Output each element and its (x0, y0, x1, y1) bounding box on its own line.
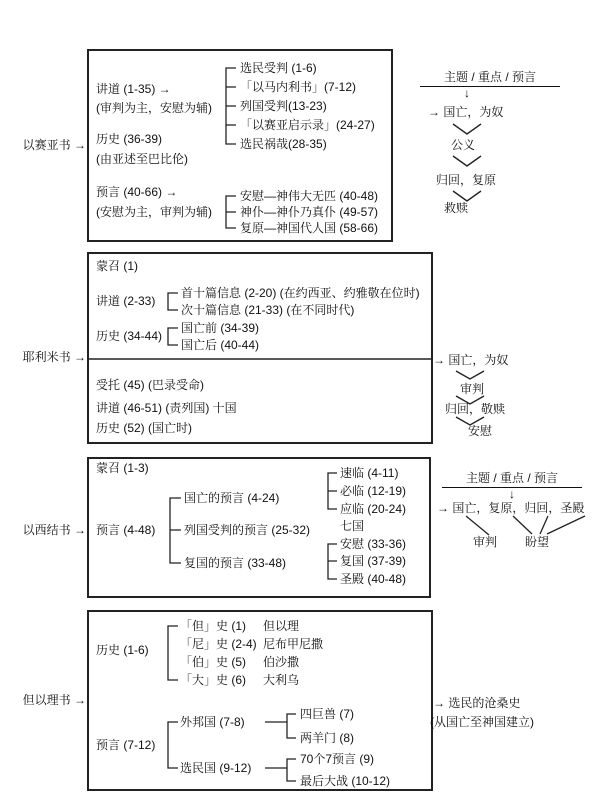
isaiah-bracket-bottom (226, 196, 236, 228)
daniel-king-name: 尼布甲尼撒 (263, 637, 324, 651)
daniel-history-bracket (168, 626, 178, 680)
daniel-branch-item: 「大」史 (6) (180, 673, 247, 687)
chevron-down-icon (453, 156, 481, 166)
section-label-daniel: 但以理书 → (22, 693, 86, 707)
daniel-sub-item: 两羊门 (8) (300, 731, 355, 745)
ezekiel-branch-item: 列国受判的预言 (25-32) (184, 523, 311, 537)
ezekiel-sub-item: 应临 (20-24) (340, 502, 407, 516)
jeremiah-sermons-bracket (168, 293, 178, 310)
ezekiel-sub-bracket-bottom (328, 544, 337, 579)
isaiah-history-note: (由亚述至巴比伦) (96, 152, 188, 166)
isaiah-branch-item: 神仆—神仆乃真仆 (49-57) (240, 205, 379, 219)
isaiah-branch-item: 「以赛亚启示录」(24-27) (240, 118, 375, 132)
isaiah-sermons: 讲道 (1-35) → (96, 82, 171, 96)
ezekiel-main-bracket (170, 498, 181, 563)
daniel-elect-sub-bracket (265, 759, 296, 781)
daniel-gentile-sub-bracket (265, 714, 296, 738)
arrow-down-icon: ↓ (464, 86, 470, 100)
jeremiah-theme-step: 审判 (460, 382, 485, 396)
ezekiel-theme-header: 主题 / 重点 / 预言 (442, 470, 582, 488)
isaiah-theme-step: 归回，复原 (436, 173, 497, 187)
ezekiel-line-to-judgment (466, 516, 489, 535)
chevron-down-icon (456, 371, 484, 379)
ezekiel-line-to-hope (540, 516, 548, 534)
daniel-sub-item: 最后大战 (10-12) (300, 774, 391, 788)
isaiah-history: 历史 (36-39) (96, 132, 163, 146)
section-label-jeremiah: 耶利米书 → (22, 350, 86, 364)
isaiah-theme-step: 公义 (451, 138, 476, 152)
isaiah-branch-item: 复原—神国代人国 (58-66) (240, 221, 379, 235)
daniel-branch-item: 外邦国 (7-8) (180, 715, 245, 729)
daniel-king-name: 但以理 (263, 619, 300, 633)
daniel-summary: → 选民的沧桑史 (433, 696, 521, 710)
isaiah-prophecy: 预言 (40-66) → (96, 185, 178, 199)
jeremiah-sermons-nations: 讲道 (46-51) (责列国) 十国 (96, 401, 237, 415)
jeremiah-branch-item: 首十篇信息 (2-20) (在约西亚、约雅敬在位时) (181, 286, 420, 300)
isaiah-branch-item: 选民受判 (1-6) (240, 61, 317, 75)
ezekiel-sub-item: 必临 (12-19) (340, 484, 407, 498)
ezekiel-line-to-hope (547, 516, 585, 534)
chevron-down-icon (453, 124, 481, 134)
ezekiel-branch-item: 国亡的预言 (4-24) (184, 491, 280, 505)
ezekiel-theme-result: 盼望 (525, 535, 550, 549)
jeremiah-theme-step: 归回，敬赎 (445, 402, 506, 416)
daniel-sub-item: 四巨兽 (7) (300, 707, 355, 721)
ezekiel-prophecy: 预言 (4-48) (96, 523, 156, 537)
jeremiah-history: 历史 (34-44) (96, 329, 163, 343)
isaiah-prophecy-note: (安慰为主，审判为辅) (96, 205, 212, 219)
ezekiel-calling: 蒙召 (1-3) (96, 461, 149, 475)
jeremiah-history-bracket (168, 328, 178, 345)
arrow-down-icon: ↓ (509, 487, 515, 501)
isaiah-branch-item: 列国受判(13-23) (240, 99, 327, 113)
isaiah-sermons-note: (审判为主，安慰为辅) (96, 101, 212, 115)
jeremiah-theme-step: → 国亡，为奴 (433, 353, 509, 367)
ezekiel-seven-nations: 七国 (340, 519, 365, 533)
jeremiah-theme-step: 安慰 (468, 424, 493, 438)
daniel-branch-item: 「尼」史 (2-4) (180, 637, 257, 651)
ezekiel-theme-line: → 国亡，复原，归回，圣殿 (437, 501, 585, 515)
ezekiel-line-to-hope (513, 516, 532, 534)
ezekiel-sub-item: 复国 (37-39) (340, 554, 407, 568)
daniel-king-name: 大利乌 (263, 673, 300, 687)
isaiah-branch-item: 安慰—神伟大无匹 (40-48) (240, 189, 379, 203)
jeremiah-history-fall: 历史 (52) (国亡时) (96, 421, 193, 435)
ezekiel-branch-item: 复国的预言 (33-48) (184, 556, 287, 570)
jeremiah-sermons: 讲道 (2-33) (96, 294, 156, 308)
ezekiel-sub-item: 安慰 (33-36) (340, 537, 407, 551)
isaiah-branch-item: 「以马内利书」(7-12) (240, 80, 357, 94)
ezekiel-sub-item: 圣殿 (40-48) (340, 572, 407, 586)
section-label-isaiah: 以赛亚书 → (22, 138, 86, 152)
daniel-branch-item: 「伯」史 (5) (180, 655, 247, 669)
isaiah-theme-step: 救赎 (444, 201, 469, 215)
isaiah-branch-item: 选民祸哉(28-35) (240, 137, 327, 151)
isaiah-theme-header: 主题 / 重点 / 预言 (420, 69, 560, 87)
jeremiah-calling: 蒙召 (1) (96, 259, 139, 273)
daniel-branch-item: 选民国 (9-12) (180, 761, 252, 775)
daniel-box (88, 611, 432, 790)
daniel-prophecy-bracket (168, 722, 178, 768)
ezekiel-sub-item: 速临 (4-11) (340, 466, 399, 480)
daniel-sub-item: 70个7预言 (9) (300, 752, 375, 766)
isaiah-bracket-top (226, 68, 236, 144)
daniel-branch-item: 「但」史 (1) (180, 619, 247, 633)
jeremiah-branch-item: 国亡后 (40-44) (181, 338, 260, 352)
daniel-summary-note: (从国亡至神国建立) (430, 715, 534, 729)
jeremiah-branch-item: 次十篇信息 (21-33) (在不同时代) (181, 303, 355, 317)
ezekiel-theme-result: 审判 (473, 535, 498, 549)
isaiah-theme-step: → 国亡，为奴 (428, 105, 504, 119)
ezekiel-sub-bracket-top (328, 473, 337, 509)
daniel-prophecy: 预言 (7-12) (96, 738, 156, 752)
daniel-history: 历史 (1-6) (96, 643, 149, 657)
jeremiah-commission: 受托 (45) (巴录受命) (96, 378, 205, 392)
daniel-king-name: 伯沙撒 (263, 655, 300, 669)
jeremiah-branch-item: 国亡前 (34-39) (181, 321, 260, 335)
section-label-ezekiel: 以西结书 → (22, 523, 86, 537)
